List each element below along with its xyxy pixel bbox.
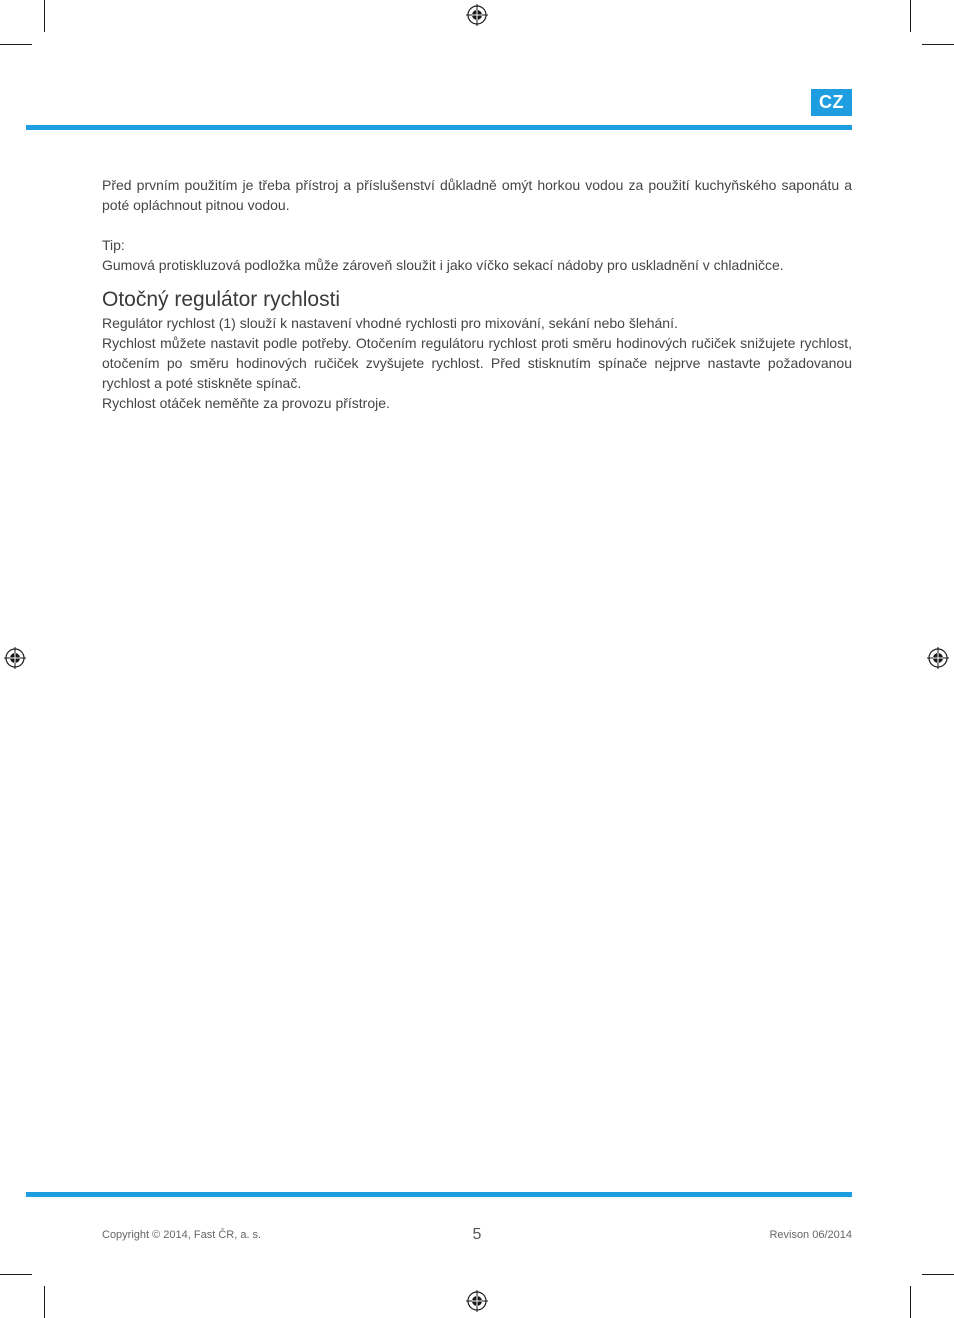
registration-crosshair-icon <box>466 4 488 26</box>
section-heading: Otočný regulátor rychlosti <box>102 288 341 311</box>
tip-label: Tip: <box>102 237 125 253</box>
tip-text: Gumová protiskluzová podložka může zároveň sloužit i jako víčko sekací nádoby pro uskladnění v chladničce. <box>102 257 784 273</box>
crop-mark-top-right-v <box>910 0 911 32</box>
crop-mark-top-left-h <box>0 44 32 45</box>
header-rule <box>26 125 852 130</box>
crop-mark-bottom-left-v <box>44 1286 45 1318</box>
footer-copyright: Copyright © 2014, Fast ČR, a. s. <box>102 1229 262 1241</box>
crop-mark-bottom-right-h <box>922 1274 954 1275</box>
crop-mark-top-right-h <box>922 44 954 45</box>
registration-crosshair-icon <box>927 647 949 669</box>
crop-mark-top-left-v <box>44 0 45 32</box>
section-line: Regulátor rychlost (1) slouží k nastavení vhodné rychlosti pro mixování, sekání nebo šlehání. <box>102 315 678 331</box>
spacer <box>102 215 852 235</box>
footer-revision: Revison 06/2014 <box>769 1229 852 1241</box>
intro-paragraph: Před prvním použitím je třeba přístroj a příslušenství důkladně omýt horkou vodou za použití kuchyňského saponátu a poté opláchnout pitnou vodou. <box>102 177 852 213</box>
section-line: Rychlost otáček neměňte za provozu přístroje. <box>102 395 390 411</box>
page-number: 5 <box>472 1226 482 1243</box>
registration-crosshair-icon <box>4 647 26 669</box>
section-line: Rychlost můžete nastavit podle potřeby. Otočením regulátoru rychlost proti směru hodinových ručiček snižujete rychlost, otočením po směru hodinových ručiček zvyšujete rychlost. Před stisknutím spínače nejprve nastavte požadovanou rychlost a poté stiskněte spínač. <box>102 335 852 391</box>
crop-mark-bottom-left-h <box>0 1274 32 1275</box>
registration-crosshair-icon <box>466 1290 488 1312</box>
crop-mark-bottom-right-v <box>910 1286 911 1318</box>
language-badge: CZ <box>811 89 852 116</box>
footer-rule <box>26 1192 852 1197</box>
page-content <box>102 175 852 413</box>
